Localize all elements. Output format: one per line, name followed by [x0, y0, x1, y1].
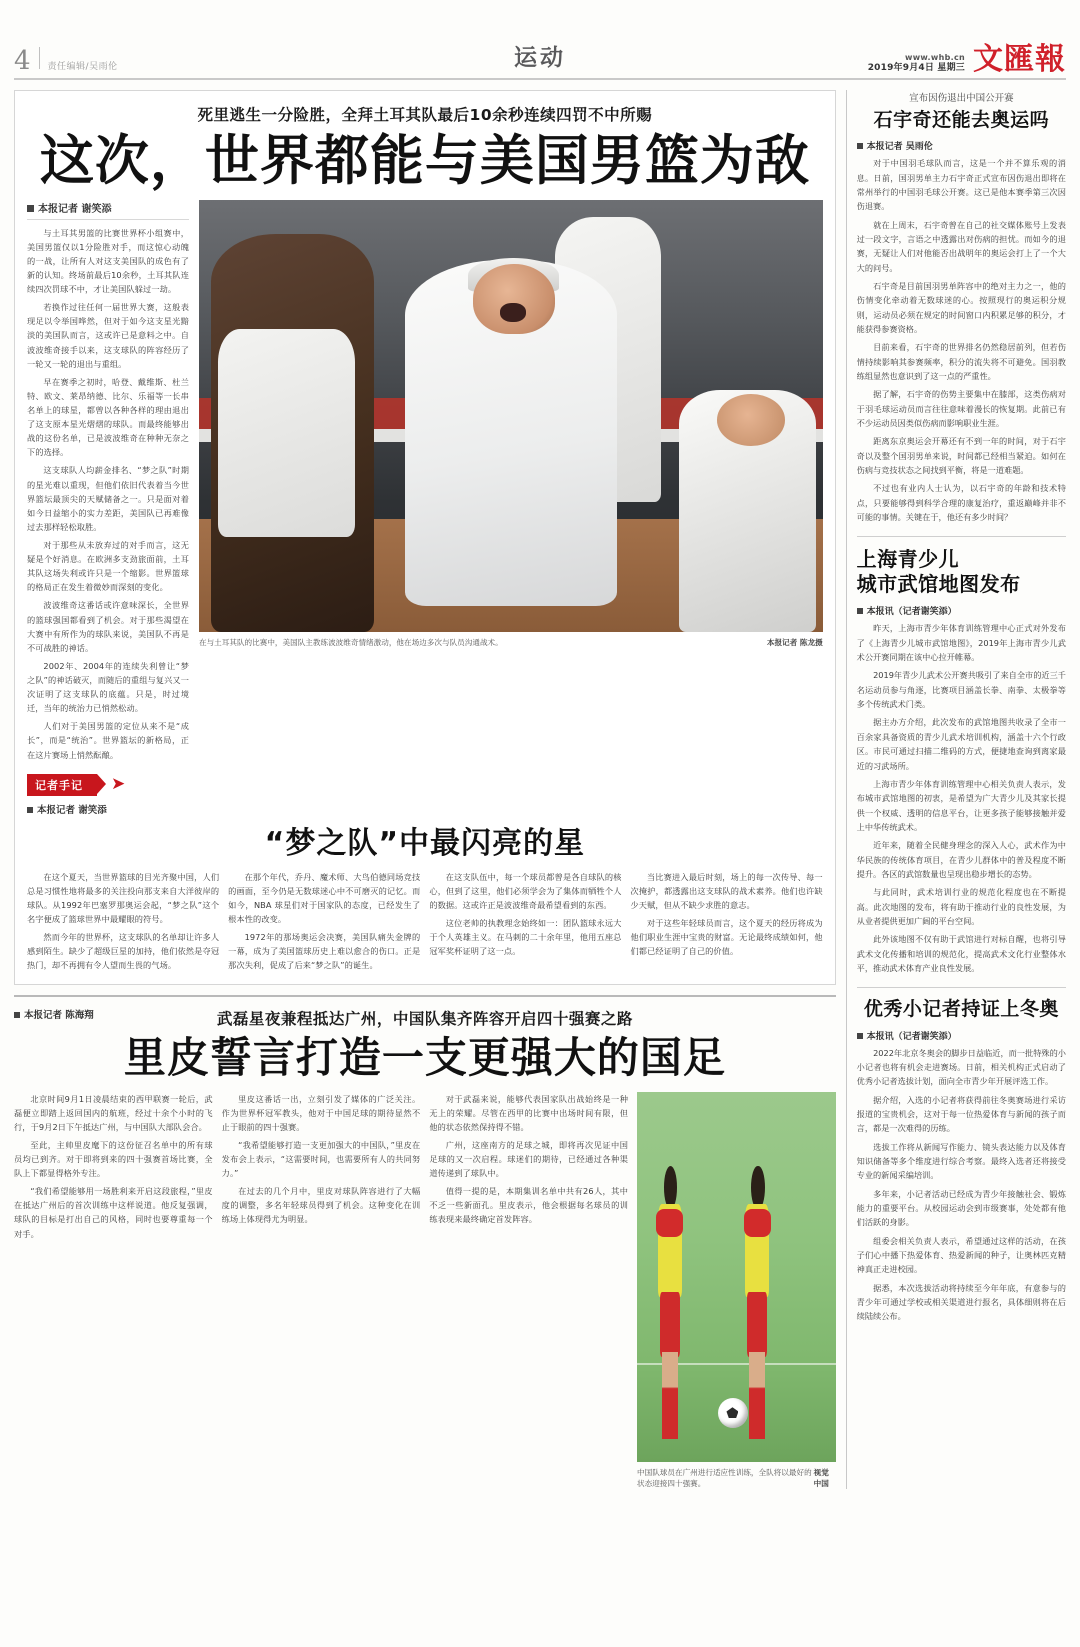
sidebar-byline: [857, 1029, 1066, 1042]
article-bottom-column: [429, 1092, 628, 1489]
article-bottom-photo-block: [637, 1092, 836, 1489]
sidebar-body: [857, 1046, 1066, 1324]
article-bottom: [14, 1007, 836, 1488]
bullet-square-icon: [857, 143, 863, 149]
sidebar: [857, 90, 1066, 1489]
paragraph: 对于那些从未放弃过的对手而言，这无疑是个好消息。在欧洲多支劲旅面前，土耳其队这场失利或许只是一个缩影。世界篮球的格局正在发生着微妙而深刻的变化。: [27, 539, 189, 593]
paragraph: 这位老帅的执教理念始终如一：团队篮球永远大于个人英雄主义。在马刺的二十余年里，他用五座总冠军奖杯证明了这一点。: [429, 917, 622, 957]
paragraph: 在过去的几个月中，里皮对球队阵容进行了大幅度的调整，多名年轻球员得到了机会。这种变化在训练场上体现得尤为明显。: [221, 1186, 421, 1225]
paragraph: 在这个夏天，当世界篮球的目光齐聚中国，人们总是习惯性地将最多的关注投向那支来自大洋彼岸的球队。从1992年巴塞罗那奥运会起，“梦之队”这个名字便成了篮球世界中最耀眼的符号。: [27, 871, 220, 924]
sidebar-divider: [857, 987, 1066, 988]
caption-text: 在与土耳其队的比赛中，美国队主教练波波维奇情绪激动，他在场边多次与队员沟通战术。: [199, 637, 503, 647]
article-main-photo-block: [199, 200, 823, 766]
left-zone: [14, 90, 836, 1489]
bullet-square-icon: [27, 205, 34, 212]
sidebar-item-wushu-map: [857, 547, 1066, 975]
memo-column: [228, 870, 420, 977]
photo-credit: 视觉中国: [813, 1467, 829, 1488]
sidebar-headline: 优秀小记者持证上冬奥: [863, 998, 1059, 1021]
paragraph: 2022年北京冬奥会的脚步日益临近，而一批特殊的小小记者也将有机会走进赛场。日前，相关机构正式启动了优秀小记者选拔计划，面向全市青少年开展评选工作。: [856, 1047, 1066, 1087]
paragraph: 组委会相关负责人表示，希望通过这样的活动，在孩子们心中播下热爱体育、热爱新闻的种子，让奥林匹克精神真正走进校园。: [856, 1235, 1066, 1275]
paragraph: “我们希望能够用一场胜利来开启这段旅程，”里皮在抵达广州后的首次训练中这样说道。他反复强调，球队的目标是打出自己的风格，同时也要尊重每一个对手。: [14, 1186, 213, 1239]
paragraph: 选拔工作将从新闻写作能力、镜头表达能力以及体育知识储备等多个维度进行综合考察。最终入选者还将接受专业的新闻采编培训。: [856, 1141, 1066, 1181]
paragraph: 与此同时，武术培训行业的规范化程度也在不断提高。此次地图的发布，将有助于推动行业的良性发展，为从业者提供更加广阔的平台空间。: [856, 887, 1066, 926]
folio-subtitle: 责任编辑/吴雨伦: [47, 62, 118, 72]
article-main-first-column: [27, 200, 199, 766]
section-divider: [14, 995, 836, 997]
paragraph: 目前来看，石宇奇的世界排名仍然稳居前列，但若伤情持续影响其参赛频率，积分的流失将不可避免。国羽教练组显然也意识到了这一点的严重性。: [856, 342, 1066, 381]
article-bottom-column: [14, 1092, 213, 1489]
paragraph: 上海市青少年体育训练管理中心相关负责人表示，发布城市武馆地图的初衷，是希望为广大青少儿及其家长提供一个权威、透明的信息平台，让更多孩子能够接触并爱上中华传统武术。: [856, 778, 1066, 832]
paragraph: 这支球队人均薪金排名、“梦之队”时期的星光难以重现，但他们依旧代表着当今世界篮坛最顶尖的天赋储备之一。只是面对着如今日益缩小的实力差距，美国队已再难像过去那样轻松取胜。: [27, 465, 189, 532]
paragraph: 若换作过往任何一届世界大赛，这般表现足以令举国哗然，但对于如今这支星光黯淡的美国队而言，这或许已是意料之中。自波波维奇接手以来，这支球队的阵容经历了一轮又一轮的退出与重组。: [27, 302, 189, 369]
newspaper-page: [0, 22, 1080, 1647]
memo-byline-text: 本报记者 谢笑添: [37, 804, 107, 816]
paragraph: 里皮这番话一出，立刻引发了媒体的广泛关注。作为世界杯冠军教头，他对于中国足球的期待显然不止于眼前的四十强赛。: [221, 1093, 421, 1132]
masthead: [14, 22, 1066, 80]
website-url: www.whb.cn: [905, 52, 965, 62]
byline-text: 本报讯（记者谢笑添）: [866, 1031, 957, 1042]
caption-text: 中国队球员在广州进行适应性训练，全队将以最好的状态迎接四十强赛。: [637, 1467, 812, 1488]
paragraph: 据介绍，入选的小记者将获得前往冬奥赛场进行采访报道的宝贵机会，这对于每一位热爱体育与新闻的孩子而言，都是一次难得的历练。: [856, 1094, 1066, 1134]
memo-column: [631, 870, 823, 977]
byline-text: 本报记者 吴雨伦: [866, 142, 933, 153]
sidebar-headline-line1: 上海青少儿: [856, 547, 960, 572]
paragraph: 在这支队伍中，每一个球员都曾是各自球队的核心，但到了这里，他们必须学会为了集体而牺牲个人的数据。这或许正是波波维奇最希望看到的东西。: [429, 871, 622, 910]
paragraph: 此外该地图不仅有助于武馆进行对标自醒，也将引导武术文化传播和培训的规范化，提高武术文化行业整体水平，推动武术体育产业良性发展。: [856, 934, 1066, 973]
sidebar-headline-line2: 城市武馆地图发布: [856, 572, 1021, 597]
article-bottom-columns: [14, 1092, 836, 1489]
reporter-memo-byline: [27, 802, 823, 816]
paragraph: 多年来，小记者活动已经成为青少年接触社会、锻炼能力的重要平台。从校园运动会到市级赛事，处处都有他们活跃的身影。: [856, 1188, 1066, 1228]
paragraph: “我希望能够打造一支更加强大的中国队，”里皮在发布会上表示，“这需要时间，也需要所有人的共同努力。”: [221, 1139, 421, 1179]
byline-text: 本报记者 谢笑添: [38, 203, 112, 215]
paragraph: 就在上周末，石宇奇曾在自己的社交媒体账号上发表过一段文字，言语之中透露出对伤病的担忧。而如今的退赛，无疑让人们对他能否出战明年的奥运会打上了一个大大的问号。: [856, 219, 1066, 273]
paragraph: 与土耳其男篮的比赛世界杯小组赛中，美国男篮仅以1分险胜对手，而这惊心动魄的一战，让所有人对这支美国队的成色有了新的认知。终场前最后10余秒，土耳其队连续四次罚球不中，才让美国队躲过一劫。: [27, 227, 189, 295]
bullet-square-icon: [27, 807, 33, 813]
article-bottom-column: [222, 1092, 421, 1489]
sidebar-byline: [857, 139, 1066, 152]
paragraph: 1972年的那场奥运会决赛，美国队痛失金牌的一幕，成为了美国篮球历史上难以愈合的伤口。正是那次失利，促成了后来“梦之队”的诞生。: [228, 932, 421, 971]
paragraph: 不过也有业内人士认为，以石宇奇的年龄和技术特点，只要能够得到科学合理的康复治疗，重返巅峰并非不可能的事情。关键在于，他还有多少时间？: [856, 483, 1066, 523]
article-main-byline: [27, 200, 189, 215]
article-bottom-kicker: 武磊星夜兼程抵达广州，中国队集齐阵容开启四十强赛之路: [216, 1010, 633, 1029]
reporter-memo-columns: [27, 870, 823, 977]
paragraph: 在那个年代，乔丹、魔术师、大鸟伯德同场竞技的画面，至今仍是无数球迷心中不可磨灭的记忆。而如今，NBA 球星们对于国家队的态度，已经发生了根本性的改变。: [228, 871, 421, 924]
byline-text: 本报记者 陈海翔: [24, 1010, 94, 1022]
newspaper-logo: 文匯報: [973, 41, 1066, 77]
sidebar-kicker: 宣布因伤退出中国公开赛: [909, 93, 1014, 104]
photo-credit: 本报记者 陈龙摄: [766, 637, 823, 647]
paragraph: 早在赛季之初时，哈登、戴维斯、杜兰特、欧文、莱昂纳德、比尔、乐福等一长串名单上的球星，都曾以各种各样的理由退出了这支原本星光熠熠的球队。而最终能够出战的这份名单，已是波波维奇在种种无奈之下的选择。: [27, 376, 189, 458]
paragraph: 石宇奇是目前国羽男单阵容中的绝对主力之一，他的伤情变化牵动着无数球迷的心。按照现行的奥运积分规则，运动员必须在规定的时间窗口内积累足够的积分，才能获得参赛资格。: [856, 280, 1066, 334]
bullet-square-icon: [857, 608, 863, 614]
bullet-square-icon: [857, 1033, 863, 1039]
paragraph: 据了解，石宇奇的伤势主要集中在膝部，这类伤病对于羽毛球运动员而言往往意味着漫长的恢复期。此前已有不少运动员因类似伤病而影响职业生涯。: [856, 389, 1066, 429]
paragraph: 波波维奇这番话或许意味深长，全世界的篮球强国都看到了机会。对于那些渴望在大赛中有所作为的球队来说，美国队不再是不可战胜的神话。: [27, 600, 189, 653]
paragraph: 对于这些年轻球员而言，这个夏天的经历将成为他们职业生涯中宝贵的财富。无论最终成绩如何，他们都已经证明了自己的价值。: [630, 917, 823, 957]
paragraph: 对于中国羽毛球队而言，这是一个并不算乐观的消息。日前，国羽男单主力石宇奇正式宣布因伤退出即将在常州举行的中国羽毛球公开赛。这已是他本赛季第三次因伤退赛。: [856, 158, 1066, 212]
sidebar-body: [857, 156, 1066, 524]
paragraph: 广州，这座南方的足球之城，即将再次见证中国足球的又一次启程。球迷们的期待，已经通过各种渠道传递到了球队中。: [429, 1139, 629, 1179]
paragraph: 据悉，本次选拔活动将持续至今年年底，有意参与的青少年可通过学校或相关渠道进行报名，具体细则将在后续陆续公布。: [856, 1282, 1066, 1322]
article-main-headline: 这次，世界都能与美国男篮为敌: [39, 129, 810, 192]
reporter-memo-label: 记者手记: [27, 774, 97, 796]
paragraph: 昨天，上海市青少年体育训练管理中心正式对外发布了《上海青少儿城市武馆地图》，2019年上海市青少儿武术公开赛同期在该中心拉开帷幕。: [856, 623, 1066, 663]
sidebar-item-young-reporters: [857, 998, 1066, 1323]
sidebar-headline: 石宇奇还能去奥运吗: [873, 109, 1050, 131]
paragraph: 近年来，随着全民健身理念的深入人心，武术作为中华民族的传统体育项目，在青少儿群体中的普及程度不断提升。各区的武馆数量也呈现出稳步增长的态势。: [856, 840, 1066, 879]
reporter-memo-headline: “梦之队”中最闪亮的星: [264, 825, 586, 861]
paragraph: 当比赛进入最后时刻，场上的每一次传导、每一次掩护，都透露出这支球队的战术素养。他们也许缺少天赋，但从不缺少求胜的意志。: [630, 871, 823, 910]
soccer-photo-caption: [637, 1467, 836, 1489]
divider: [27, 219, 189, 220]
soccer-photo: [637, 1092, 836, 1462]
paragraph: 对于武磊来说，能够代表国家队出战始终是一种无上的荣耀。尽管在西甲的比赛中出场时间有限，但他的状态依然保持得不错。: [429, 1093, 629, 1132]
article-bottom-headline: 里皮誓言打造一支更强大的国足: [123, 1033, 726, 1083]
paragraph: 至此，主帅里皮麾下的这份征召名单中的所有球员均已到齐。对于即将到来的四十强赛首场比赛，全队上下都显得格外专注。: [14, 1139, 213, 1179]
paragraph: 然而今年的世界杯，这支球队的名单却让许多人感到陌生。缺少了超级巨星的加持，他们依然是夺冠热门，却不再拥有令人望而生畏的气场。: [27, 932, 220, 971]
page-body: [14, 90, 1066, 1489]
memo-column: [27, 870, 219, 977]
article-bottom-byline: [14, 1007, 94, 1021]
paragraph: 2002年、2004年的连续失利曾让“梦之队”的神话破灭，而随后的重组与复兴又一次证明了这支球队的底蕴。只是，时过境迁，当年的统治力已悄然松动。: [27, 660, 189, 714]
vertical-divider: [846, 90, 847, 1489]
sidebar-body: [857, 621, 1066, 975]
paragraph: 据主办方介绍，此次发布的武馆地图共收录了全市一百余家具备资质的青少儿武术培训机构，涵盖十六个行政区。市民可通过扫描二维码的方式，便捷地查询到离家最近的习武场所。: [856, 717, 1066, 771]
basketball-photo-caption: [199, 637, 823, 648]
chevron-right-icon: ➤: [111, 774, 126, 795]
section-title: 运动: [514, 45, 566, 71]
memo-column: [429, 870, 621, 977]
paragraph: 值得一提的是，本期集训名单中共有26人，其中不乏一些新面孔。里皮表示，他会根据每名球员的训练表现来最终确定首发阵容。: [429, 1186, 629, 1225]
sidebar-byline: [857, 604, 1066, 617]
paragraph: 距离东京奥运会开幕还有不到一年的时间，对于石宇奇以及整个国羽男单来说，时间都已经相当紧迫。如何在伤病与竞技状态之间找到平衡，将是一道难题。: [856, 436, 1066, 476]
article-main-body: [27, 226, 189, 762]
paragraph: 人们对于美国男篮的定位从来不是“成长”，而是“统治”。世界篮坛的新格局，正在这片赛场上悄然酝酿。: [27, 721, 189, 760]
bullet-square-icon: [14, 1012, 20, 1018]
publication-date: 2019年9月4日 星期三: [867, 62, 965, 73]
basketball-photo: [199, 200, 823, 632]
page-number: 4: [14, 46, 31, 76]
article-main-kicker: 死里逃生一分险胜，全拜土耳其队最后10余秒连续四罚不中所赐: [197, 106, 653, 124]
article-main: [14, 90, 836, 985]
sidebar-divider: [857, 536, 1066, 537]
byline-text: 本报讯（记者谢笑添）: [866, 607, 957, 618]
sidebar-item-shiyuqi: [857, 90, 1066, 524]
paragraph: 北京时间9月1日凌晨结束的西甲联赛一轮后，武磊便立即踏上返回国内的航班，经过十余个小时的飞行，于9月2日下午抵达广州，与中国队大部队会合。: [14, 1093, 213, 1132]
reporter-memo-bar: [27, 774, 823, 796]
paragraph: 2019年青少儿武术公开赛共吸引了来自全市的近三千名运动员参与角逐，比赛项目涵盖长拳、南拳、太极拳等多个传统武术门类。: [856, 670, 1066, 710]
